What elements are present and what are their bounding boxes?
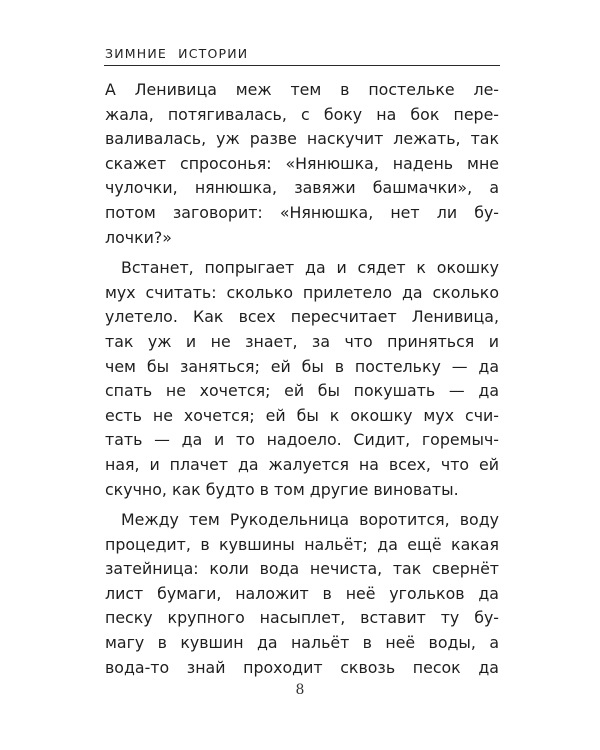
page-number: 8 [295,682,305,698]
text-line: скажет спросонья: «Нянюшка, надень мне [105,153,499,173]
text-line: Между тем Рукодельница воротится, воду [121,510,499,530]
text-line: вода-то знай проходит сквозь песок да [105,657,499,677]
text-line: лист бумаги, наложит в неё угольков да [105,583,499,603]
text-line: улетело. Как всех пересчитает Ленивица, [105,307,499,327]
text-line: спать не хочется; ей бы покушать — да [105,381,499,401]
text-line: мух считать: сколько прилетело да сколько [105,282,499,302]
paragraph-3 [105,508,499,680]
text-line: Встанет, попрыгает да и сядет к окошку [121,258,499,278]
header-rule [104,65,500,66]
text-line: чулочки, нянюшка, завяжи башмачки», а [105,178,499,198]
text-line: валивалась, уж разве наскучит лежать, так [105,129,499,149]
running-head-title: ЗИМНИЕ ИСТОРИИ [105,46,249,61]
text-line: есть не хочется; ей бы к окошку мух счи- [105,405,499,425]
text-line: процедит, в кувшины нальёт; да ещё какая [105,534,499,554]
text-line: А Ленивица меж тем в постельке ле- [105,80,499,99]
text-line: затейница: коли вода нечиста, так свернёт [105,559,499,579]
text-line: чем бы заняться; ей бы в постельку — да [105,356,499,376]
text-line: скучно, как будто в том другие виноваты. [105,479,459,499]
paragraph-1 [105,78,499,250]
text-line: так уж и не знает, за что приняться и [105,331,499,351]
paragraph-2 [105,256,499,502]
text-line: ная, и плачет да жалуется на всех, что ей [105,454,499,474]
text-line: потом заговорит: «Нянюшка, нет ли бу- [105,202,499,222]
text-line: магу в кувшин да нальёт в неё воды, а [105,633,499,653]
text-line: тать — да и то надоело. Сидит, горемыч- [105,430,499,450]
body-text [105,78,499,680]
text-line: жала, потягивалась, с боку на бок пере- [105,104,499,124]
text-line: лочки?» [105,227,172,247]
text-line: песку крупного насыплет, вставит ту бу- [105,608,499,628]
